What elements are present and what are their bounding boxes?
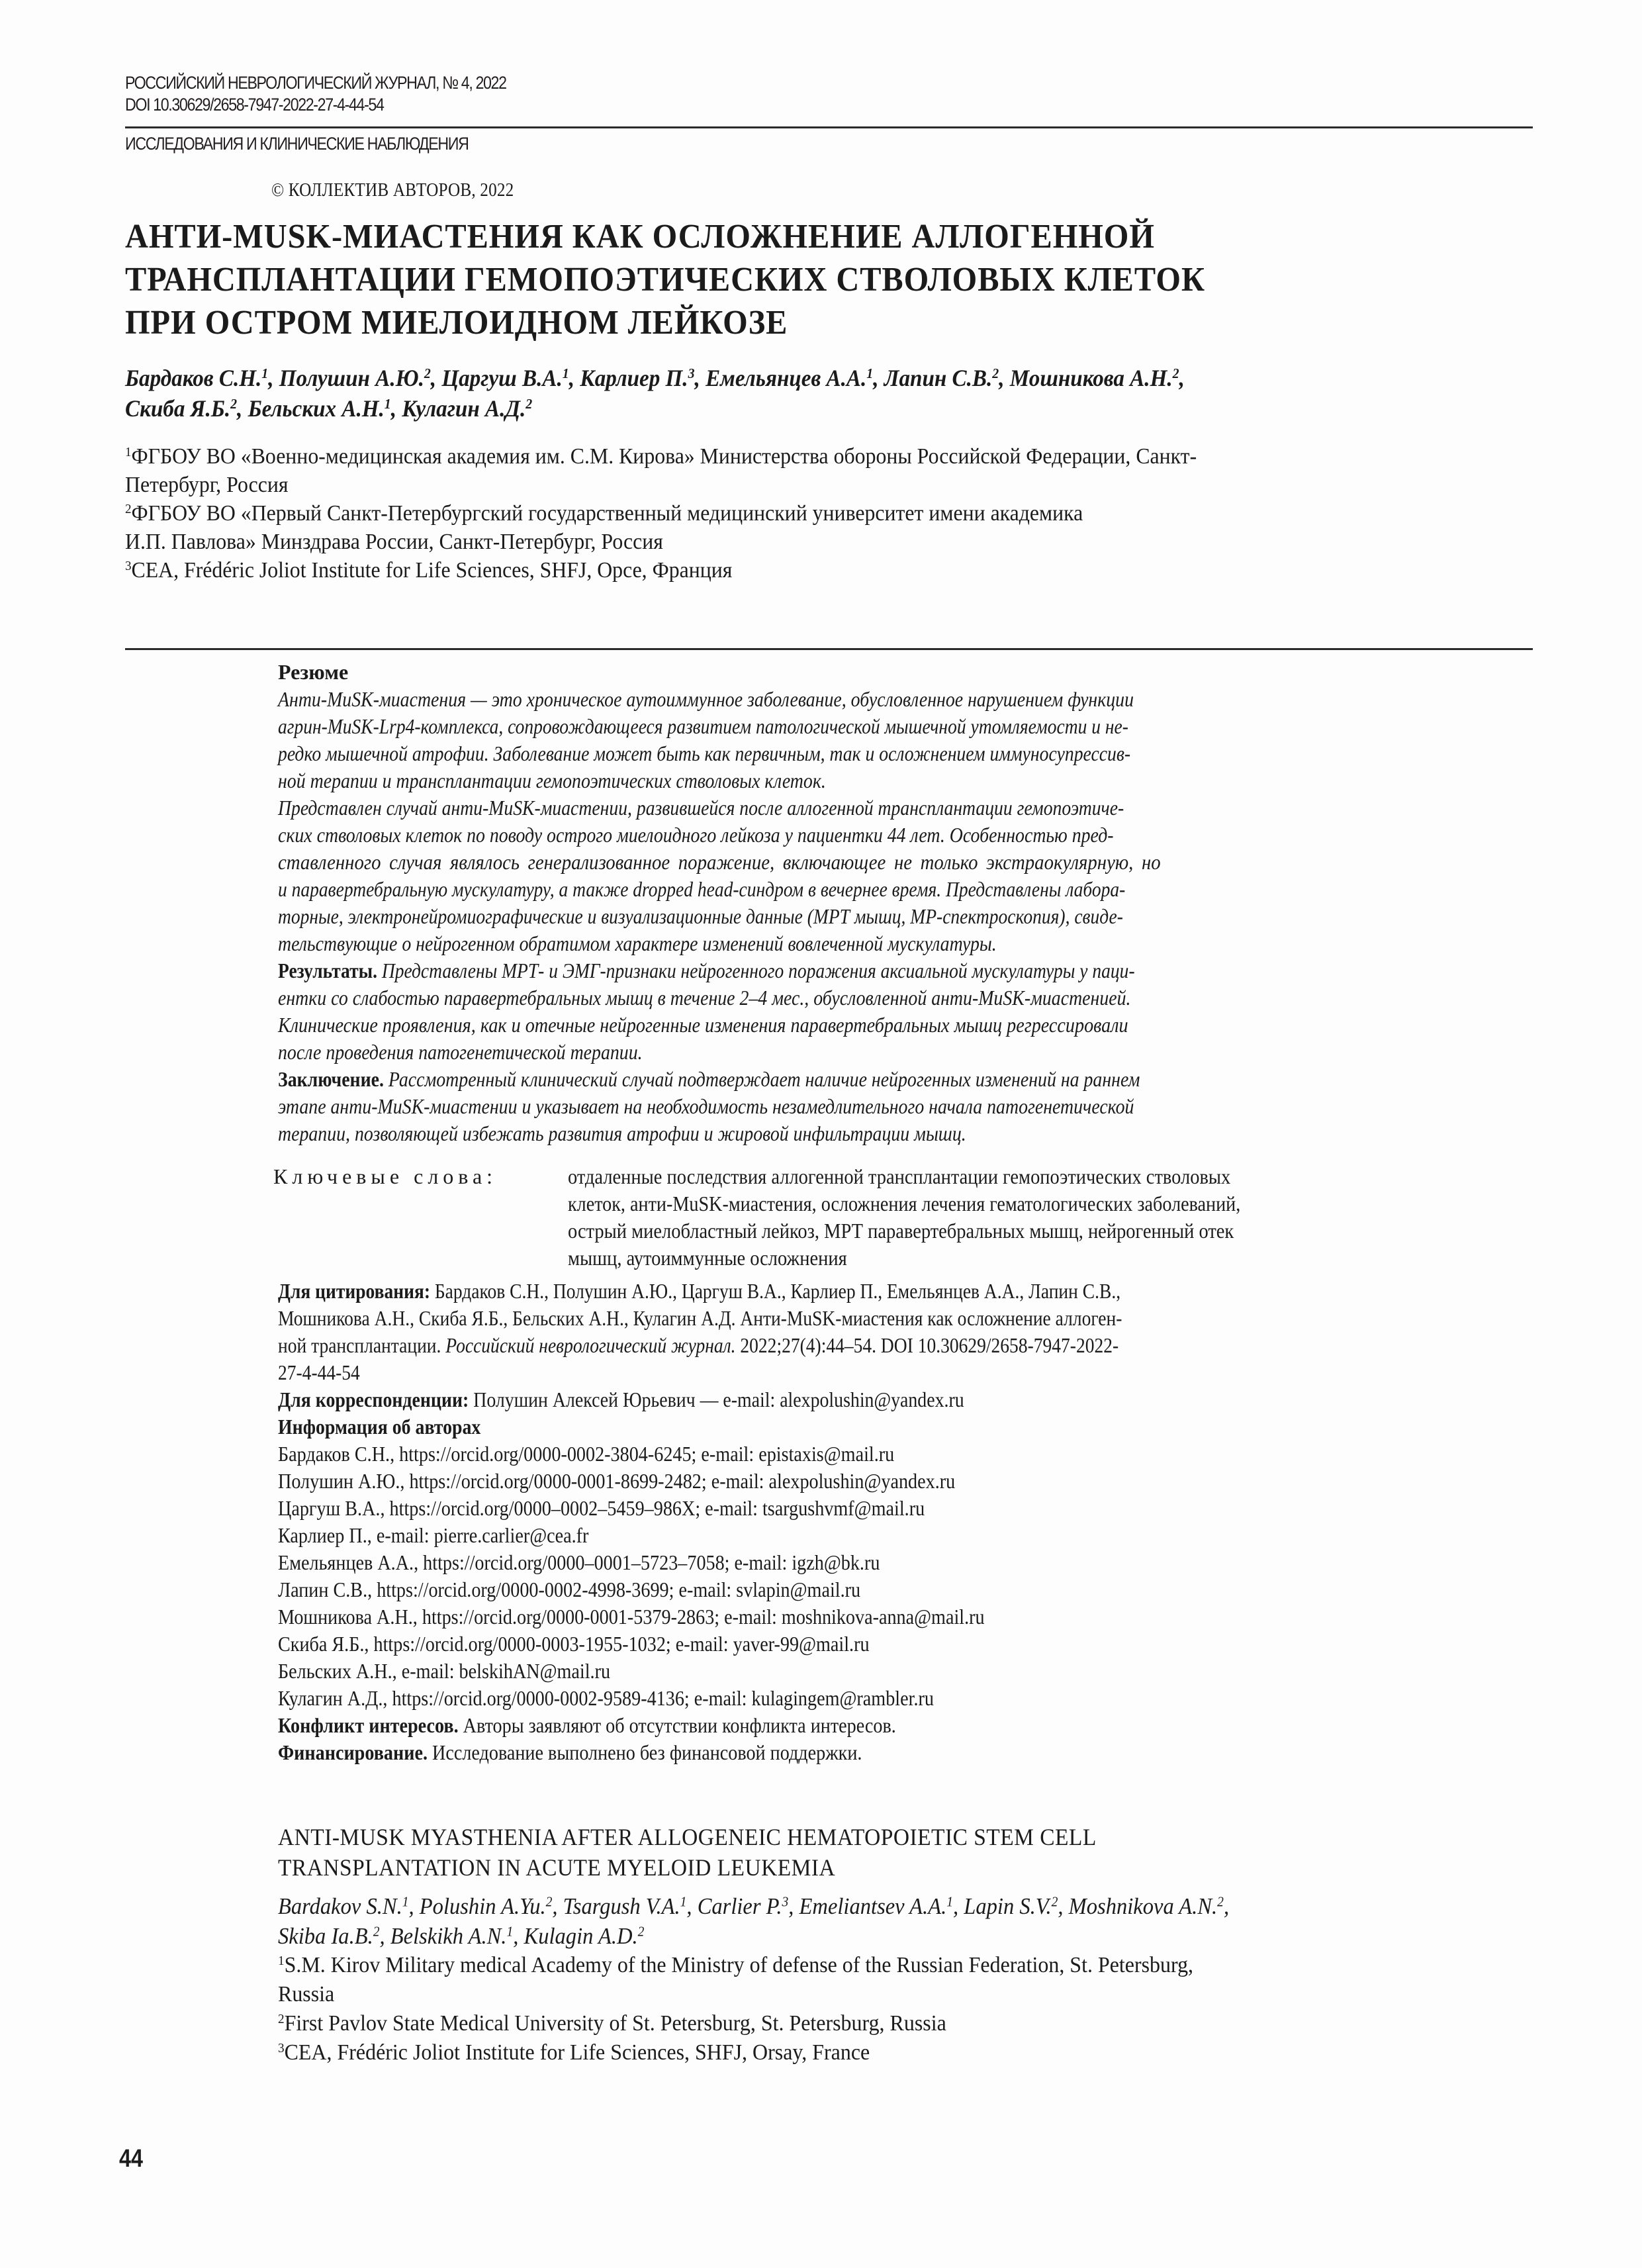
journal-name: РОССИЙСКИЙ НЕВРОЛОГИЧЕСКИЙ ЖУРНАЛ, № 4, 2022 bbox=[125, 73, 506, 93]
author-info-item: Кулагин А.Д., https://orcid.org/0000-0002-9589-4136; e-mail: kulagingem@rambler.ru bbox=[278, 1686, 934, 1710]
affiliation-number: 1 bbox=[125, 444, 132, 459]
affiliation-line bbox=[278, 2009, 1193, 2038]
english-author-list bbox=[278, 1891, 1300, 1951]
author: Emeliantsev A.A. bbox=[799, 1893, 947, 1919]
affiliation-text: First Pavlov State Medical University of St. Petersburg, St. Petersburg, Russia bbox=[284, 2011, 946, 2036]
citation-text: ной трансплантации. bbox=[278, 1333, 441, 1357]
affiliation-text: CEA, Frédéric Joliot Institute for Life Sciences, SHFJ, Orsay, France bbox=[284, 2040, 870, 2065]
author-affiliation-marker: 2 bbox=[1051, 1893, 1058, 1910]
keywords-label: Ключевые слова: bbox=[273, 1164, 498, 1188]
author-affiliation-marker: 2 bbox=[992, 365, 999, 382]
affiliation-text: CEA, Frédéric Joliot Institute for Life Sciences, SHFJ, Орсе, Франция bbox=[131, 558, 733, 583]
affiliation-number: 2 bbox=[125, 501, 132, 516]
conclusion-label: Заключение. bbox=[278, 1067, 384, 1091]
abstract-line: ной терапии и трансплантации гемопоэтических стволовых клеток. bbox=[278, 769, 826, 792]
author-info-item: Мошникова А.Н., https://orcid.org/0000-0001-5379-2863; e-mail: moshnikova-anna@mail.ru bbox=[278, 1605, 985, 1629]
author-affiliation-marker: 3 bbox=[782, 1893, 789, 1910]
author-info-item: Скиба Я.Б., https://orcid.org/0000-0003-1955-1032; e-mail: yaver-99@mail.ru bbox=[278, 1632, 870, 1656]
affiliation-number: 3 bbox=[125, 558, 132, 573]
affiliation-line bbox=[278, 2038, 1193, 2067]
author: Бардаков С.Н. bbox=[125, 365, 262, 391]
article-title bbox=[125, 215, 1581, 344]
abstract-line: ставленного случая являлось генерализованное поражение, включающее не только экстраокулярную, но bbox=[278, 850, 1161, 874]
english-affiliations bbox=[278, 1951, 1252, 2067]
keywords-text bbox=[568, 1163, 1547, 1272]
affiliation-line bbox=[278, 1951, 1193, 1980]
author-affiliation-marker: 2 bbox=[230, 396, 238, 412]
conflict-text: Авторы заявляют об отсутствии конфликта интересов. bbox=[463, 1713, 896, 1737]
abstract-line: ентки со слабостью паравертебральных мышц в течение 2–4 мес., обусловленной анти-MuSK-миастенией. bbox=[278, 986, 1131, 1010]
affiliation-number: 1 bbox=[278, 1953, 285, 1968]
author-affiliation-marker: 1 bbox=[506, 1923, 514, 1940]
author: Мошникова А.Н. bbox=[1009, 365, 1173, 391]
citation bbox=[278, 1278, 1542, 1386]
author: Карлиер П. bbox=[580, 365, 688, 391]
funding-label: Финансирование. bbox=[278, 1740, 428, 1764]
affiliation-line bbox=[125, 499, 1486, 528]
author-line: Скиба Я.Б.$^2$, Бельских А.Н.$^1$, Кулагин А.Д.$^2$ bbox=[125, 395, 533, 422]
author: Полушин А.Ю. bbox=[279, 365, 424, 391]
affiliation-text: ФГБОУ ВО «Первый Санкт-Петербургский государственный медицинский университет имени академика bbox=[131, 501, 1083, 526]
results-label: Результаты. bbox=[278, 959, 377, 982]
author: Скиба Я.Б. bbox=[125, 395, 231, 422]
affiliation-text: ФГБОУ ВО «Военно-медицинская академия им. С.М. Кирова» Министерства обороны Российской Федерации, Санкт- bbox=[131, 444, 1197, 469]
affiliation-line bbox=[125, 471, 1486, 499]
article-info bbox=[278, 1278, 1542, 1766]
affiliation-text: Петербург, Россия bbox=[125, 473, 289, 497]
author-affiliation-marker: 2 bbox=[1172, 365, 1179, 382]
author-info-item: Бардаков С.Н., https://orcid.org/0000-0002-3804-6245; e-mail: epistaxis@mail.ru bbox=[278, 1442, 895, 1466]
author-affiliation-marker: 1 bbox=[680, 1893, 687, 1910]
abstract-line: Клинические проявления, как и отечные нейрогенные изменения паравертебральных мышц регрессировали bbox=[278, 1013, 1128, 1037]
affiliations bbox=[125, 442, 1581, 585]
funding bbox=[278, 1739, 1391, 1766]
author-affiliation-marker: 1 bbox=[384, 396, 391, 412]
abstract-line: терапии, позволяющей избежать развития атрофии и жировой инфильтрации мышц. bbox=[278, 1121, 966, 1145]
citation-text: 27-4-44-54 bbox=[278, 1360, 360, 1384]
author-line: Skiba Ia.B.$^2$, Belskikh A.N.$^1$, Kulagin A.D.$^2$ bbox=[278, 1923, 645, 1949]
correspondence bbox=[278, 1386, 1378, 1413]
keywords-line: острый миелобластный лейкоз, МРТ паравертебральных мышц, нейрогенный отек bbox=[568, 1219, 1234, 1243]
abstract-line: тельствующие о нейрогенном обратимом характере изменений вовлеченной мускулатуры. bbox=[278, 931, 997, 955]
conflict-label: Конфликт интересов. bbox=[278, 1713, 459, 1737]
author: Skiba Ia.B. bbox=[278, 1923, 373, 1949]
abstract-line: ских стволовых клеток по поводу острого миелоидного лейкоза у пациентки 44 лет. Особенностью пред- bbox=[278, 823, 1114, 847]
author-affiliation-marker: 2 bbox=[525, 396, 533, 412]
abstract-line: редко мышечной атрофии. Заболевание может быть как первичным, так и осложнением иммуносупрессив- bbox=[278, 741, 1131, 765]
title-line: ТРАНСПЛАНТАЦИИ ГЕМОПОЭТИЧЕСКИХ СТВОЛОВЫХ КЛЕТОК bbox=[125, 261, 1205, 299]
author-affiliation-marker: 2 bbox=[545, 1893, 553, 1910]
author: Belskikh A.N. bbox=[390, 1923, 507, 1949]
english-title bbox=[278, 1822, 1158, 1883]
author-list bbox=[125, 363, 1581, 424]
page-number: 44 bbox=[119, 2145, 143, 2173]
author-affiliation-marker: 2 bbox=[373, 1923, 380, 1940]
author: Кулагин А.Д. bbox=[402, 395, 526, 422]
author-info-item: Царгуш В.А., https://orcid.org/0000–0002–5459–986X; e-mail: tsargushvmf@mail.ru bbox=[278, 1496, 925, 1520]
citation-journal: Российский неврологический журнал. bbox=[445, 1333, 736, 1357]
author: Moshnikova A.N. bbox=[1068, 1893, 1218, 1919]
author-info-item: Полушин А.Ю., https://orcid.org/0000-0001-8699-2482; e-mail: alexpolushin@yandex.ru bbox=[278, 1469, 956, 1493]
affiliation-text: Russia bbox=[278, 1982, 335, 2007]
author: Емельянцев А.А. bbox=[706, 365, 867, 391]
affiliation-number: 2 bbox=[278, 2011, 285, 2026]
author: Carlier P. bbox=[697, 1893, 782, 1919]
abstract-line: Представлены МРТ- и ЭМГ-признаки нейрогенного поражения аксиальной мускулатуры у паци- bbox=[381, 959, 1135, 982]
author-info-heading: Информация об авторах bbox=[278, 1415, 481, 1439]
abstract-heading: Резюме bbox=[278, 660, 349, 684]
abstract-results bbox=[278, 957, 1542, 1066]
author-affiliation-marker: 2 bbox=[637, 1923, 645, 1940]
abstract-line: агрин-MuSK-Lrp4-комплекса, сопровождающееся развитием патологической мышечной утомляемости и не- bbox=[278, 714, 1128, 738]
abstract-paragraph-2 bbox=[278, 794, 1542, 957]
author-affiliation-marker: 1 bbox=[261, 365, 269, 382]
author: Tsargush V.A. bbox=[563, 1893, 680, 1919]
affiliation-line bbox=[125, 556, 1486, 585]
abstract-conclusion bbox=[278, 1066, 1542, 1147]
affiliation-line bbox=[278, 1980, 1193, 2009]
abstract bbox=[278, 659, 1542, 1147]
author-affiliation-marker: 1 bbox=[562, 365, 569, 382]
title-line: АНТИ-MUSK-МИАСТЕНИЯ КАК ОСЛОЖНЕНИЕ АЛЛОГЕННОЙ bbox=[125, 218, 1155, 256]
english-title-line: ANTI-MUSK MYASTHENIA AFTER ALLOGENEIC HEMATOPOIETIC STEM CELL bbox=[278, 1824, 1097, 1850]
author-affiliation-marker: 1 bbox=[946, 1893, 953, 1910]
author: Kulagin A.D. bbox=[524, 1923, 638, 1949]
abstract-line: и паравертебральную мускулатуру, а также dropped head-синдром в вечернее время. Представлены лабора- bbox=[278, 877, 1126, 901]
affiliation-line bbox=[125, 528, 1486, 556]
citation-text: 2022;27(4):44–54. DOI 10.30629/2658-7947-2022- bbox=[740, 1333, 1119, 1357]
correspondence-label: Для корреспонденции: bbox=[278, 1388, 469, 1411]
title-line: ПРИ ОСТРОМ МИЕЛОИДНОМ ЛЕЙКОЗЕ bbox=[125, 304, 788, 342]
author-info-item: Лапин С.В., https://orcid.org/0000-0002-4998-3699; e-mail: svlapin@mail.ru bbox=[278, 1578, 861, 1601]
author-affiliation-marker: 1 bbox=[866, 365, 874, 382]
citation-label: Для цитирования: bbox=[278, 1279, 430, 1303]
header-divider bbox=[125, 126, 1533, 128]
citation-text: Бардаков С.Н., Полушин А.Ю., Царгуш В.А., Карлиер П., Емельянцев А.А., Лапин С.В., bbox=[434, 1279, 1121, 1303]
funding-text: Исследование выполнено без финансовой поддержки. bbox=[432, 1740, 862, 1764]
author-line: Бардаков С.Н.$^1$, Полушин А.Ю.$^2$, Царгуш В.А.$^1$, Карлиер П.$^3$, Емельянцев А.А.$^1$, Лапин С.В.$^2$, Мошникова А.Н.$^2$, bbox=[125, 365, 1185, 391]
author-affiliation-marker: 3 bbox=[688, 365, 695, 382]
affiliation-number: 3 bbox=[278, 2040, 285, 2055]
abstract-line: Представлен случай анти-MuSK-миастении, развившейся после аллогенной трансплантации гемопоэтиче- bbox=[278, 796, 1124, 820]
author-info-item: Бельских А.Н., e-mail: belskihAN@mail.ru bbox=[278, 1659, 611, 1683]
author: Лапин С.В. bbox=[884, 365, 993, 391]
journal-doi: DOI 10.30629/2658-7947-2022-27-4-44-54 bbox=[125, 95, 384, 115]
correspondence-text: Полушин Алексей Юрьевич — e-mail: alexpolushin@yandex.ru bbox=[473, 1388, 964, 1411]
abstract-line: Анти-MuSK-миастения — это хроническое аутоиммунное заболевание, обусловленное нарушением функции bbox=[278, 687, 1134, 711]
keywords-line: мышц, аутоиммунные осложнения bbox=[568, 1246, 847, 1270]
abstract-paragraph-1 bbox=[278, 686, 1542, 794]
affiliation-text: S.M. Kirov Military medical Academy of the Ministry of defense of the Russian Federation, St. Petersburg, bbox=[284, 1953, 1194, 1977]
author: Царгуш В.А. bbox=[441, 365, 563, 391]
keywords-line: отдаленные последствия аллогенной трансплантации гемопоэтических стволовых bbox=[568, 1164, 1231, 1188]
english-title-line: TRANSPLANTATION IN ACUTE MYELOID LEUKEMIA bbox=[278, 1854, 836, 1881]
keywords-line: клеток, анти-MuSK-миастения, осложнения лечения гематологических заболеваний, bbox=[568, 1192, 1241, 1215]
section-name: ИССЛЕДОВАНИЯ И КЛИНИЧЕСКИЕ НАБЛЮДЕНИЯ bbox=[125, 134, 469, 154]
author-info-item: Карлиер П., e-mail: pierre.carlier@cea.fr bbox=[278, 1523, 589, 1547]
author-info-item: Емельянцев А.А., https://orcid.org/0000–0001–5723–7058; e-mail: igzh@bk.ru bbox=[278, 1550, 880, 1574]
copyright-line: © КОЛЛЕКТИВ АВТОРОВ, 2022 bbox=[271, 180, 514, 201]
author: Lapin S.V. bbox=[964, 1893, 1052, 1919]
author-affiliation-marker: 2 bbox=[424, 365, 431, 382]
author: Bardakov S.N. bbox=[278, 1893, 402, 1919]
author-line: Bardakov S.N.$^1$, Polushin A.Yu.$^2$, Tsargush V.A.$^1$, Carlier P.$^3$, Emeliantsev A.A.$^1$, Lapin S.V.$^2$, Moshnikova A.N.$^2$, bbox=[278, 1893, 1230, 1919]
conflict-of-interest bbox=[278, 1712, 1391, 1739]
author: Polushin A.Yu. bbox=[419, 1893, 546, 1919]
affiliation-text: И.П. Павлова» Минздрава России, Санкт-Петербург, Россия bbox=[125, 530, 663, 554]
abstract-divider bbox=[125, 648, 1533, 650]
abstract-line: торные, электронейромиографические и визуализационные данные (МРТ мышц, МР-спектроскопия), свиде- bbox=[278, 904, 1123, 928]
author: Бельских А.Н. bbox=[248, 395, 385, 422]
author-affiliation-marker: 1 bbox=[402, 1893, 409, 1910]
affiliation-line bbox=[125, 442, 1486, 471]
abstract-line: после проведения патогенетической терапии. bbox=[278, 1040, 643, 1064]
abstract-line: Рассмотренный клинический случай подтверждает наличие нейрогенных изменений на раннем bbox=[388, 1067, 1140, 1091]
abstract-line: этапе анти-MuSK-миастении и указывает на необходимость незамедлительного начала патогенетической bbox=[278, 1094, 1134, 1118]
author-affiliation-marker: 2 bbox=[1217, 1893, 1224, 1910]
citation-text: Мошникова А.Н., Скиба Я.Б., Бельских А.Н., Кулагин А.Д. Анти-MuSK-миастения как осложнение аллоген- bbox=[278, 1306, 1122, 1330]
